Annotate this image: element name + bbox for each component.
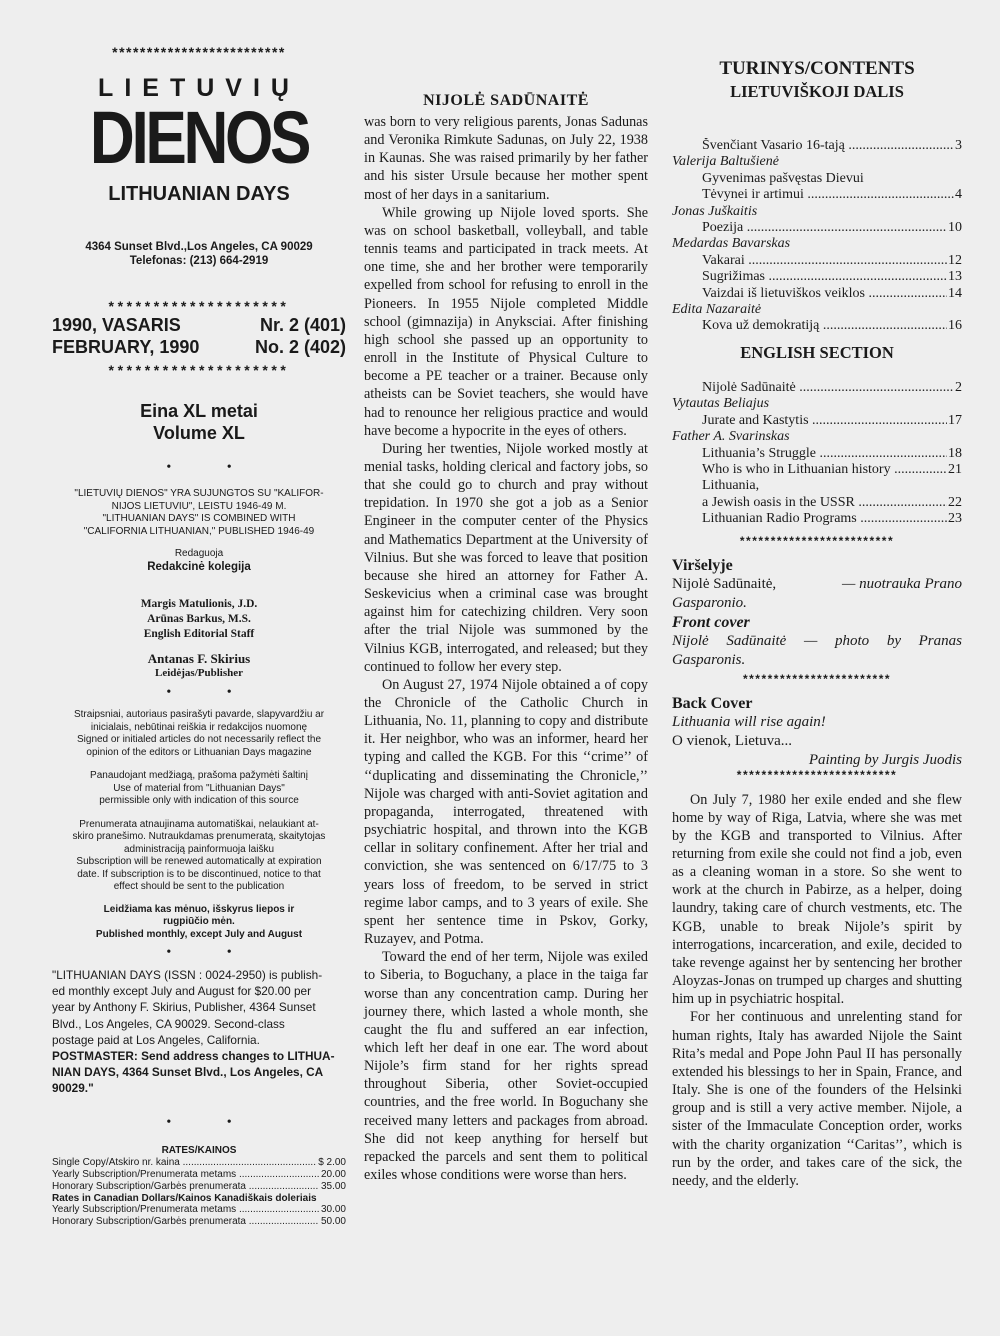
notice-line: NIJOS LIETUVIU", LEISTU 1946-49 M.: [111, 500, 287, 512]
notice-line: Prenumerata atnaujinama automatiškai, nelaukiant at-: [79, 818, 319, 830]
notice-line: "LITHUANIAN DAYS (ISSN : 0024-2950) is publish-: [52, 968, 323, 982]
notice-line: POSTMASTER: Send address changes to LITHUA-: [52, 1049, 335, 1064]
brand-subtitle: LITHUANIAN DAYS: [108, 183, 290, 205]
english-staff: [52, 597, 346, 642]
star-rule-bottom: ********************: [108, 362, 290, 378]
rates-title: RATES/KAINOS: [161, 1144, 237, 1156]
rate-value: 50.00: [320, 1216, 346, 1228]
postal-notice: [52, 967, 346, 1097]
rate-label: Yearly Subscription/Prenumerata metams .....: [52, 1204, 319, 1216]
rate-row: [52, 1216, 346, 1228]
notice-line: Published monthly, except July and August: [95, 928, 303, 940]
rates-table: [52, 1157, 346, 1228]
masthead-column: [52, 44, 346, 1228]
article-paragraph: During her twenties, Nijole worked mostly at menial tasks, holding clerical and factory jobs, so that she could go to church and pray without trepidation. In 1970 she got a job as a Senior Engineer in the computer center of the Physics and Mathematics Department at the University of Vilnius. But she was forced to leave that position because she hired an attorney for Father A. Seskevicius when a criminal case was brought against him for catechizing children. Very soon after the trial Nijole was summoned by the Vilnius KGB, interrogated, and released; but they continued to follow her every step.: [364, 440, 648, 675]
notice-line: opinion of the editors or Lithuanian Days magazine: [86, 746, 312, 758]
notice-line: Straipsniai, autoriaus pasirašyti pavarde, slapyvardžiu ar: [73, 709, 325, 720]
rate-value: 35.00: [320, 1180, 346, 1192]
contents-entry-page: 17: [948, 412, 962, 428]
rate-label: Honorary Subscription/Garbės prenumerata .....: [52, 1216, 319, 1228]
cover-heading-lt: Viršelyje: [672, 556, 733, 574]
notice-line: effect should be sent to the publication: [113, 881, 285, 892]
contents-author: Father A. Svarinskas: [672, 429, 790, 445]
notice-line: Subscription will be renewed automatically at expiration: [76, 856, 322, 867]
rate-value: $ 2.00: [318, 1157, 346, 1169]
cover-info: [672, 532, 962, 785]
star-rule: **************************: [736, 767, 898, 782]
contents-entry-title: a Jewish oasis in the USSR .....: [702, 495, 947, 511]
article-title: NIJOLĖ SADŪNAITĖ: [423, 92, 589, 109]
issue-number-en: No. 2 (402): [254, 337, 346, 357]
bullet-separator: • •: [166, 460, 258, 475]
contents-author: Edita Nazaraitė: [672, 302, 762, 318]
address-line: 4364 Sunset Blvd.,Los Angeles, CA 90029: [85, 241, 313, 253]
cover-credit-lt-2: Gasparonio.: [672, 594, 747, 611]
rate-value: 30.00: [320, 1204, 346, 1216]
contents-entry-page: 18: [948, 445, 962, 461]
contents-list-lt: [672, 138, 962, 335]
contents-author: Jonas Juškaitis: [672, 203, 758, 219]
contents-entry-page: 4: [955, 187, 962, 203]
frequency-notice: [52, 904, 346, 942]
contents-entry-title: Lithuania’s Struggle .....: [702, 446, 947, 462]
contents-entry-page: 21: [948, 461, 962, 477]
rate-label: Honorary Subscription/Garbės prenumerata .....: [52, 1181, 319, 1193]
back-cover-heading: Back Cover: [672, 694, 753, 712]
contents-title: TURINYS/CONTENTS: [719, 58, 915, 79]
contents-entry-page: 16: [948, 318, 962, 334]
contents-line: Lithuania,: [702, 478, 760, 494]
bullet-separator: • •: [166, 685, 258, 700]
front-cover-credit: Nijolė Sadūnaitė — photo by Pranas: [672, 632, 962, 649]
front-cover-credit-2: Gasparonis.: [672, 651, 746, 668]
article-column: [364, 92, 648, 1184]
contents-entry-title: Poezija .....: [702, 220, 947, 236]
publisher-title: Leidėjas/Publisher: [154, 667, 243, 679]
article-paragraph: For her continuous and unrelenting stand for human rights, Italy has awarded Nijole the Saint Rita’s medal and Pope John Paul II has personally extended his blessings to her in Spain, France, and Italy. She is one of the founders of the Helsinki group and is still a very active member. Nijole, a sister of the Immaculate Conception order, works with the charity organization ‘‘Caritas’’, which is run by the order, and takes care of the sick, the needy, and the elderly.: [672, 1009, 962, 1189]
notice-line: "LITHUANIAN DAYS" IS COMBINED WITH: [102, 513, 296, 524]
notice-line: administraciją painformuoja laišku: [123, 843, 275, 855]
article-paragraph: While growing up Nijole loved sports. She was on school basketball, volleyball, and table tennis teams and participated in track meets. At one time, she and her brother were temporarily expelled from school for refusing to enroll in the Pioneers. In 1955 Nijole completed Middle school (gimnazija) in Anyksciai. After finishing high school she passed up an opportunity to enroll in the Institute of Physical Culture to become a PE teacher or a trainer. Because only atheists can be Soviet teachers, she would have had to renounce her religious practice and would have become a hypocrite in the eyes of others.: [364, 204, 648, 439]
notice-line: rugpiūčio mėn.: [163, 916, 235, 927]
contents-entry-title: Sugrižimas .....: [702, 269, 947, 285]
rate-label: Single Copy/Atskiro nr. kaina .....: [52, 1157, 316, 1169]
contents-entry-page: 2: [955, 379, 962, 395]
signed-notice: [52, 709, 346, 759]
contents-entry-title: Vakarai .....: [702, 253, 947, 269]
article-paragraph: On July 7, 1980 her exile ended and she flew home by way of Riga, Latvia, where she was met by the KGB and transported to Vilnius. After returning from exile she could not find a job, even as a cleaning woman in a store. So she went to work at the church in Pabirze, as a helper, doing laundry, taking care of church vestments, etc. The KGB, unable to break Nijole’s spirit by interrogations, incarceration, and exile, decided to take revenge against her by sentencing her brother Aloyzas-Jonas on trumped up charges and shutting him up in psychiatric hospital.: [672, 791, 962, 1008]
contents-entry-page: 22: [948, 494, 962, 510]
notice-line: "CALIFORNIA LITHUANIAN," PUBLISHED 1946-49: [83, 525, 315, 537]
issue-number-lt: Nr. 2 (401): [259, 315, 346, 335]
contents-list-en: [672, 380, 962, 528]
contents-entry-page: 12: [948, 252, 962, 268]
rate-row: [52, 1169, 346, 1181]
contents-entry: [672, 187, 962, 203]
contents-entry: [672, 253, 962, 269]
lt-section-title: LIETUVIŠKOJI DALIS: [730, 82, 904, 101]
contents-entry: [672, 269, 962, 285]
notice-line: Blvd., Los Angeles, CA 90029. Second-class: [52, 1016, 285, 1031]
cover-name-lt: Nijolė Sadūnaitė,: [672, 575, 777, 592]
notice-line: Signed or initialed articles do not necessarily reflect the: [76, 734, 322, 745]
contents-entry: [672, 380, 962, 396]
contents-entry-title: Lithuanian Radio Programs .....: [702, 511, 947, 527]
contents-entry: [672, 462, 962, 478]
address: [52, 240, 346, 268]
contents-entry-title: Kova už demokratiją .....: [702, 318, 947, 334]
contents-entry: [672, 446, 962, 462]
bullet-separator: • •: [166, 1114, 258, 1130]
contents-entry: [672, 138, 962, 154]
contents-entry-title: Nijolė Sadūnaitė .....: [702, 380, 954, 396]
contents-entry-title: Vaizdai iš lietuviškos veiklos .....: [702, 286, 947, 302]
notice-line: Panaudojant medžiagą, prašoma pažymėti šaltinį: [90, 770, 308, 781]
front-cover-heading: Front cover: [672, 613, 750, 631]
star-rule-mid: ********************: [108, 298, 290, 314]
en-section-title: ENGLISH SECTION: [740, 342, 894, 362]
contents-entry: [672, 511, 962, 527]
cover-credit-lt: [672, 575, 962, 594]
article-paragraph: On August 27, 1974 Nijole obtained a of copy the Chronicle of the Catholic Church in Lithuania, No. 11, planning to copy and distribute it. Her neighbor, who was an informer, heard her typing and called the KGB. For this ‘‘crime’’ of ‘‘duplicating and disseminating the Chronicle,’’ Nijole was charged with anti-Soviet agitation and propaganda, interrogated, threatened with psychiatric hospital, and thrown into the KGB cellar in solitary confinement. After her trial and conviction, she was sentenced on 6/17/75 to 3 years loss of freedom, to be served in strict regime labor camps, and to 3 years of exile. She spent her sentence time in Pskov, Gorky, Ruzayev, and Potma.: [364, 676, 648, 948]
star-rule: *************************: [739, 533, 895, 548]
contents-entry: [672, 286, 962, 302]
rate-row: [52, 1157, 346, 1169]
rate-value: 20.00: [320, 1168, 346, 1180]
rate-row: [52, 1181, 346, 1193]
back-cover-credit: Painting by Jurgis Juodis: [808, 751, 962, 768]
article-paragraph: Toward the end of her term, Nijole was exiled to Siberia, to Boguchany, a place in the taiga far worse than any concentration camp. During her journey there, which lasted a whole month, she caught the flu and suffered an ear infection, which left her deaf in one ear. The word about Nijole’s firm stand for her rights spread throughout Siberia, other Soviet-occupied countries, and the free world. In Boguchany she received many letters and packages from abroad. She did not keep anything for herself but repacked the parcels and sent them to political exiles whose conditions were worse than hers.: [364, 949, 648, 1184]
staff-line: English Editorial Staff: [143, 628, 255, 640]
issue-line-lt: [52, 314, 346, 336]
subscription-notice: [52, 819, 346, 894]
contents-column: [672, 58, 962, 1190]
contents-entry-title: Tėvynei ir artimui .....: [702, 187, 954, 203]
notice-line: "LIETUVIŲ DIENOS" YRA SUJUNGTOS SU "KALIFOR-: [74, 488, 324, 499]
contents-entry: [672, 318, 962, 334]
contents-entry-page: 23: [948, 511, 962, 527]
phone-line: Telefonas: (213) 664-2919: [129, 255, 269, 267]
article-paragraph: was born to very religious parents, Jonas Sadunas and Veronika Rimkute Sadunas, on July 22, 1938 in Kaunas. She was raised primarily by her father and his sister Ursule because her mother spent most of her days in a sanitarium.: [364, 114, 648, 203]
contents-entry: [672, 413, 962, 429]
notice-line: date. If subscription is to be discontinued, notice to that: [77, 868, 321, 880]
notice-line: NIAN DAYS, 4364 Sunset Blvd., Los Angeles, CA: [52, 1065, 324, 1080]
rate-label: Yearly Subscription/Prenumerata metams .....: [52, 1169, 319, 1181]
volume-lt: Eina XL metai: [140, 401, 258, 421]
edited-by: Redaguoja: [174, 548, 224, 559]
volume-en: Volume XL: [153, 423, 245, 443]
notice-line: Use of material from "Lithuanian Days": [113, 782, 285, 794]
notice-line: Leidžiama kas mėnuo, išskyrus liepos ir: [103, 903, 295, 915]
use-notice: [52, 770, 346, 808]
editorial-board: Redakcinė kolegija: [147, 560, 251, 573]
rate-row: [52, 1204, 346, 1216]
contents-entry-title: Švenčiant Vasario 16-tają .....: [702, 138, 954, 154]
contents-entry-title: Jurate and Kastytis .....: [702, 413, 947, 429]
merger-notice: [52, 488, 346, 538]
notice-line: ed monthly except July and August for $20.00 per: [52, 984, 312, 999]
issue-line-en: [52, 336, 346, 358]
brand-top: LIETUVIŲ: [98, 74, 300, 102]
cover-credit-lt-text: — nuotrauka Prano: [842, 575, 962, 592]
contents-entry-page: 3: [955, 138, 962, 153]
contents-author: Medardas Bavarskas: [672, 236, 791, 252]
contents-entry-page: 10: [948, 220, 962, 236]
contents-author: Valerija Baltušienė: [672, 154, 779, 170]
contents-entry-page: 14: [948, 285, 962, 301]
notice-line: permissible only with indication of this source: [99, 795, 299, 806]
contents-entry: [672, 495, 962, 511]
back-cover-line: O vienok, Lietuva...: [672, 732, 792, 749]
volume: [52, 400, 346, 444]
contents-author: Vytautas Beliajus: [672, 396, 770, 412]
notice-line: year by Anthony F. Skirius, Publisher, 4364 Sunset: [52, 1000, 316, 1015]
publisher-name: Antanas F. Skirius: [147, 651, 251, 666]
contents-entry-page: 13: [948, 269, 962, 285]
issue-date-lt: 1990, VASARIS: [52, 315, 181, 335]
star-rule: ************************: [742, 671, 892, 686]
star-rule-top: *************************: [112, 44, 286, 60]
contents-entry: [672, 220, 962, 236]
brand-logo: DIENOS: [89, 96, 309, 179]
contents-line: Gyvenimas pašvęstas Dievui: [702, 170, 864, 186]
bullet-separator: • •: [166, 945, 258, 960]
contents-entry-title: Who is who in Lithuanian history .....: [702, 462, 947, 478]
back-cover-line: Lithuania will rise again!: [672, 713, 826, 730]
notice-line: 90029.": [52, 1081, 94, 1096]
notice-line: inicialais, nebūtinai reiškia ir redakcijos nuomonę: [90, 721, 308, 733]
staff-line: Arūnas Barkus, M.S.: [147, 613, 251, 625]
notice-line: skiro pranešimo. Nutraukdamas prenumeratą, skaitytojas: [72, 831, 326, 842]
issue-date-en: FEBRUARY, 1990: [52, 337, 200, 357]
notice-line: postage paid at Los Angeles, California.: [52, 1032, 260, 1047]
rates-canadian-title: Rates in Canadian Dollars/Kainos Kanadiškais doleriais: [52, 1192, 317, 1204]
staff-line: Margis Matulionis, J.D.: [140, 598, 258, 610]
